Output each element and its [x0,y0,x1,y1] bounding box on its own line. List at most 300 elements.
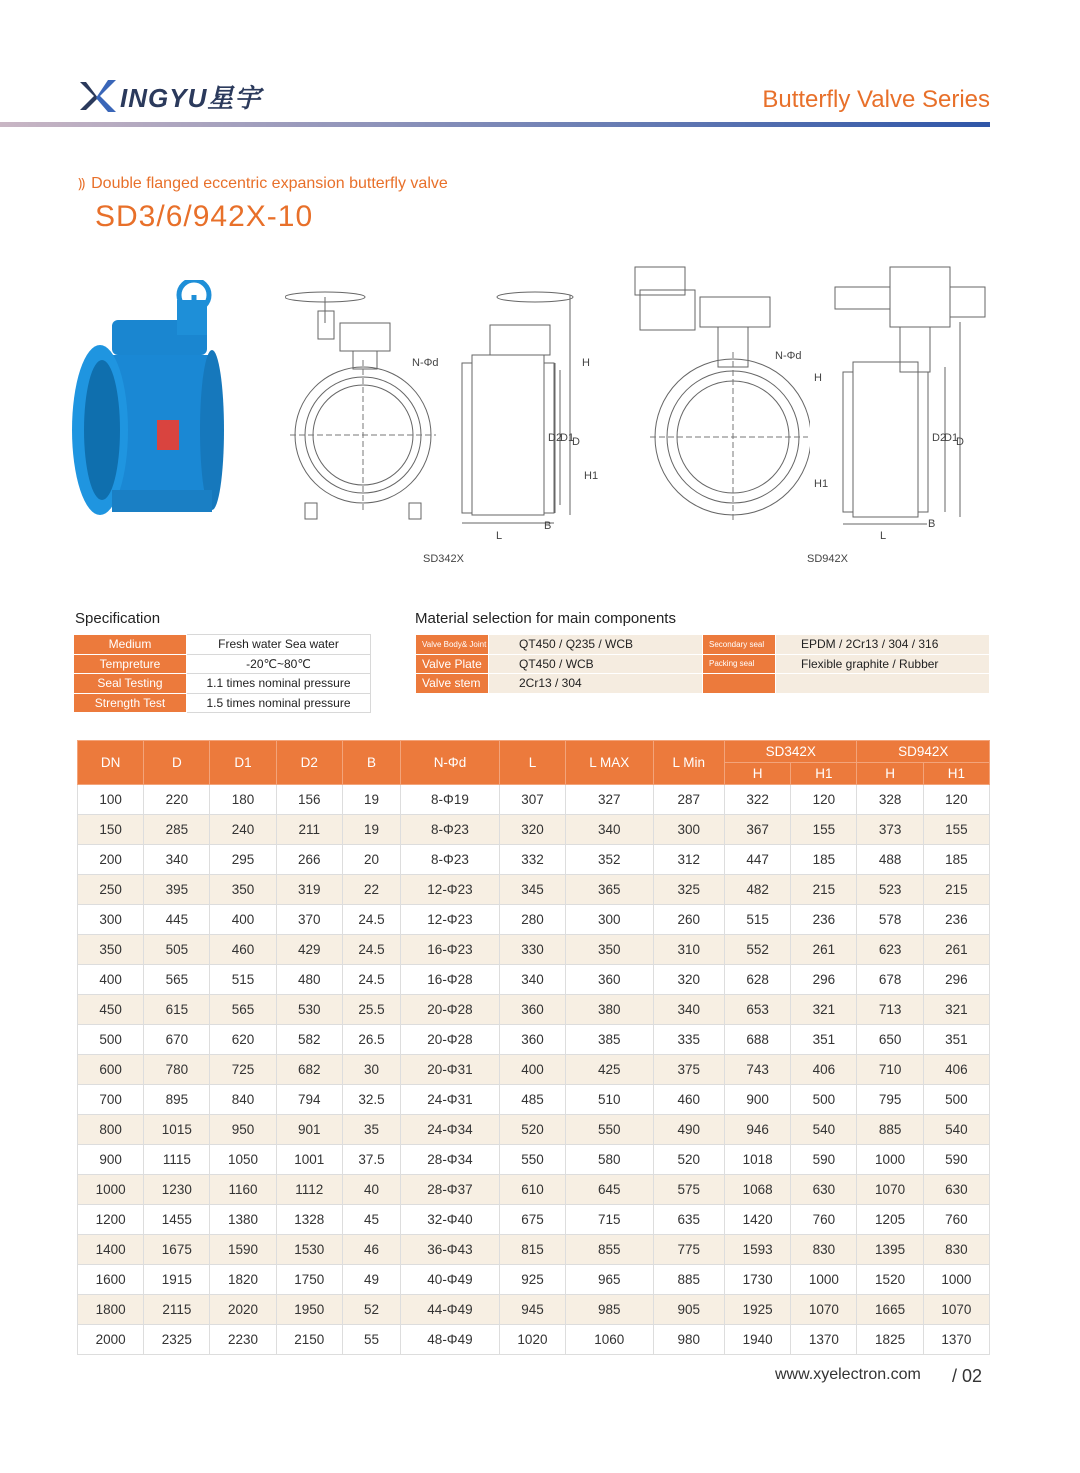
label-b-right: B [928,518,936,530]
table-cell: 28-Φ37 [401,1175,500,1205]
table-cell: 150 [78,815,144,845]
drawing-sd942x-side [815,262,995,532]
caption-sd942x: SD942X [807,553,848,565]
table-cell: 406 [923,1055,989,1085]
table-cell: 515 [210,965,276,995]
table-cell: 1370 [791,1325,857,1355]
table-cell: 600 [78,1055,144,1085]
page-header [0,0,1080,130]
label-l-left: L [496,530,503,542]
material-value: QT450 / Q235 / WCB [489,635,703,655]
table-cell: 885 [653,1265,724,1295]
table-row [78,845,990,875]
table-cell: 8-Φ23 [401,845,500,875]
material-value: EPDM / 2Cr13 / 304 / 316 [776,635,990,655]
table-cell: 296 [791,965,857,995]
table-cell: 28-Φ34 [401,1145,500,1175]
table-cell: 24.5 [342,935,400,965]
table-cell: 815 [499,1235,565,1265]
table-cell: 855 [566,1235,653,1265]
table-cell: 945 [499,1295,565,1325]
col-header: D [144,741,210,785]
table-cell: 340 [566,815,653,845]
table-cell: 1950 [276,1295,342,1325]
page-number: / 02 [952,1366,983,1386]
table-row [78,1025,990,1055]
material-key [703,674,776,694]
spec-key: Tempreture [74,654,187,674]
table-cell: 2150 [276,1325,342,1355]
material-value: Flexible graphite / Rubber [776,654,990,674]
table-cell: 575 [653,1175,724,1205]
material-row [416,674,990,694]
table-cell: 900 [725,1085,791,1115]
table-cell: 322 [725,785,791,815]
specification-title: Specification [75,610,161,627]
table-cell: 540 [791,1115,857,1145]
table-row [78,905,990,935]
table-cell: 1395 [857,1235,923,1265]
table-cell: 1015 [144,1115,210,1145]
header-divider [0,122,990,127]
table-cell: 250 [78,875,144,905]
label-d1-left: D1 [560,432,575,444]
col-header: L MAX [566,741,653,785]
table-cell: 2020 [210,1295,276,1325]
valve-photo [72,280,242,530]
col-header: N-Φd [401,741,500,785]
table-cell: 1455 [144,1205,210,1235]
spec-row [74,693,371,713]
table-cell: 900 [78,1145,144,1175]
table-row [78,995,990,1025]
table-cell: 40 [342,1175,400,1205]
table-cell: 1380 [210,1205,276,1235]
table-cell: 552 [725,935,791,965]
table-cell: 550 [566,1115,653,1145]
table-cell: 830 [923,1235,989,1265]
material-value: QT450 / WCB [489,654,703,674]
material-key: Packing seal [703,654,776,674]
table-cell: 515 [725,905,791,935]
table-cell: 360 [499,995,565,1025]
table-cell: 530 [276,995,342,1025]
table-cell: 236 [791,905,857,935]
table-cell: 351 [791,1025,857,1055]
table-cell: 185 [923,845,989,875]
table-cell: 261 [791,935,857,965]
table-row [78,1175,990,1205]
table-cell: 24.5 [342,965,400,995]
table-cell: 215 [923,875,989,905]
table-cell: 630 [791,1175,857,1205]
table-cell: 628 [725,965,791,995]
table-cell: 296 [923,965,989,995]
table-cell: 1001 [276,1145,342,1175]
caption-sd342x: SD342X [423,553,464,565]
table-cell: 1000 [923,1265,989,1295]
table-cell: 794 [276,1085,342,1115]
table-cell: 12-Φ23 [401,905,500,935]
dimension-table [77,740,990,1355]
table-row [78,1205,990,1235]
table-cell: 1000 [857,1145,923,1175]
table-cell: 400 [210,905,276,935]
table-cell: 24.5 [342,905,400,935]
series-title: Butterfly Valve Series [762,86,990,113]
label-h-right: H [814,372,822,384]
table-cell: 946 [725,1115,791,1145]
table-cell: 20-Φ28 [401,1025,500,1055]
spec-value: Fresh water Sea water [187,635,371,655]
table-cell: 450 [78,995,144,1025]
col-header-h: H [857,763,923,785]
table-cell: 360 [566,965,653,995]
table-cell: 120 [791,785,857,815]
table-cell: 1200 [78,1205,144,1235]
spec-row [74,674,371,694]
table-cell: 345 [499,875,565,905]
table-cell: 780 [144,1055,210,1085]
table-cell: 260 [653,905,724,935]
table-cell: 1800 [78,1295,144,1325]
table-cell: 500 [923,1085,989,1115]
table-cell: 523 [857,875,923,905]
spec-row [74,635,371,655]
table-cell: 1400 [78,1235,144,1265]
table-cell: 1825 [857,1325,923,1355]
table-cell: 300 [653,815,724,845]
material-value: 2Cr13 / 304 [489,674,703,694]
table-cell: 321 [923,995,989,1025]
table-cell: 1940 [725,1325,791,1355]
table-cell: 24-Φ31 [401,1085,500,1115]
table-cell: 16-Φ23 [401,935,500,965]
table-cell: 1230 [144,1175,210,1205]
table-cell: 300 [78,905,144,935]
table-cell: 1050 [210,1145,276,1175]
table-cell: 447 [725,845,791,875]
label-d-left: D [572,436,580,448]
table-cell: 220 [144,785,210,815]
col-header-h1: H1 [791,763,857,785]
table-cell: 12-Φ23 [401,875,500,905]
table-cell: 370 [276,905,342,935]
table-cell: 156 [276,785,342,815]
table-cell: 22 [342,875,400,905]
table-cell: 375 [653,1055,724,1085]
table-cell: 340 [144,845,210,875]
material-value [776,674,990,694]
table-cell: 760 [791,1205,857,1235]
table-cell: 1925 [725,1295,791,1325]
table-cell: 19 [342,815,400,845]
table-cell: 155 [791,815,857,845]
table-cell: 630 [923,1175,989,1205]
footer-url[interactable]: www.xyelectron.com [775,1366,921,1383]
table-cell: 30 [342,1055,400,1085]
table-cell: 565 [210,995,276,1025]
table-cell: 211 [276,815,342,845]
spec-value: 1.1 times nominal pressure [187,674,371,694]
col-header-h: H [725,763,791,785]
label-n-phid-right: N-Φd [775,350,802,362]
table-cell: 460 [210,935,276,965]
table-cell: 35 [342,1115,400,1145]
table-cell: 20 [342,845,400,875]
table-cell: 385 [566,1025,653,1055]
table-cell: 185 [791,845,857,875]
material-key: Valve Plate [416,654,489,674]
table-cell: 620 [210,1025,276,1055]
label-d-right: D [956,436,964,448]
table-cell: 623 [857,935,923,965]
table-cell: 300 [566,905,653,935]
table-cell: 580 [566,1145,653,1175]
table-cell: 488 [857,845,923,875]
table-cell: 380 [566,995,653,1025]
table-cell: 340 [653,995,724,1025]
table-cell: 1068 [725,1175,791,1205]
table-cell: 653 [725,995,791,1025]
spec-key: Strength Test [74,693,187,713]
bullet-arrow-icon: ⸩ [78,175,86,191]
table-cell: 1060 [566,1325,653,1355]
table-cell: 505 [144,935,210,965]
brand-logo [78,76,261,116]
table-cell: 445 [144,905,210,935]
table-cell: 510 [566,1085,653,1115]
table-cell: 332 [499,845,565,875]
table-cell: 321 [791,995,857,1025]
table-cell: 700 [78,1085,144,1115]
table-cell: 352 [566,845,653,875]
table-cell: 1070 [791,1295,857,1325]
label-h1-right: H1 [814,478,829,490]
table-cell: 36-Φ43 [401,1235,500,1265]
table-cell: 261 [923,935,989,965]
table-cell: 155 [923,815,989,845]
table-cell: 760 [923,1205,989,1235]
table-cell: 840 [210,1085,276,1115]
table-cell: 32.5 [342,1085,400,1115]
table-cell: 590 [923,1145,989,1175]
table-cell: 1750 [276,1265,342,1295]
table-cell: 460 [653,1085,724,1115]
table-cell: 500 [791,1085,857,1115]
col-header: L [499,741,565,785]
table-cell: 365 [566,875,653,905]
table-cell: 1205 [857,1205,923,1235]
table-cell: 37.5 [342,1145,400,1175]
table-cell: 8-Φ23 [401,815,500,845]
table-cell: 367 [725,815,791,845]
table-cell: 2230 [210,1325,276,1355]
table-cell: 578 [857,905,923,935]
table-cell: 307 [499,785,565,815]
table-cell: 215 [791,875,857,905]
spec-row [74,654,371,674]
specification-table [73,634,371,713]
label-n-phid-left: N-Φd [412,357,439,369]
table-cell: 320 [499,815,565,845]
table-cell: 980 [653,1325,724,1355]
table-cell: 240 [210,815,276,845]
table-cell: 340 [499,965,565,995]
table-row [78,1265,990,1295]
table-row [78,1325,990,1355]
table-cell: 485 [499,1085,565,1115]
col-header: D1 [210,741,276,785]
table-cell: 775 [653,1235,724,1265]
table-cell: 1160 [210,1175,276,1205]
table-cell: 330 [499,935,565,965]
table-cell: 49 [342,1265,400,1295]
table-cell: 360 [499,1025,565,1055]
table-cell: 287 [653,785,724,815]
table-cell: 400 [499,1055,565,1085]
table-cell: 678 [857,965,923,995]
table-row [78,1145,990,1175]
table-cell: 25.5 [342,995,400,1025]
xingyu-logo-icon [78,76,118,116]
table-cell: 1070 [923,1295,989,1325]
table-cell: 590 [791,1145,857,1175]
table-cell: 16-Φ28 [401,965,500,995]
table-cell: 520 [653,1145,724,1175]
drawing-sd342x-front [285,285,440,525]
table-cell: 1520 [857,1265,923,1295]
table-cell: 582 [276,1025,342,1055]
product-subtitle: ⸩ Double flanged eccentric expansion butterfly valve [78,175,448,192]
table-cell: 645 [566,1175,653,1205]
table-cell: 1000 [791,1265,857,1295]
table-cell: 688 [725,1025,791,1055]
table-cell: 895 [144,1085,210,1115]
table-cell: 351 [923,1025,989,1055]
col-header: B [342,741,400,785]
table-cell: 429 [276,935,342,965]
table-cell: 200 [78,845,144,875]
table-cell: 44-Φ49 [401,1295,500,1325]
table-cell: 45 [342,1205,400,1235]
table-cell: 55 [342,1325,400,1355]
table-cell: 1915 [144,1265,210,1295]
table-cell: 615 [144,995,210,1025]
table-cell: 1115 [144,1145,210,1175]
table-cell: 8-Φ19 [401,785,500,815]
label-h-left: H [582,357,590,369]
table-cell: 500 [78,1025,144,1055]
table-cell: 295 [210,845,276,875]
table-cell: 280 [499,905,565,935]
table-cell: 395 [144,875,210,905]
label-d2-left: D2 [548,432,563,444]
table-cell: 327 [566,785,653,815]
table-cell: 310 [653,935,724,965]
drawing-sd342x-side [450,285,600,530]
table-cell: 725 [210,1055,276,1085]
brand-name: INGYU星宇 [120,82,262,113]
table-cell: 713 [857,995,923,1025]
table-cell: 48-Φ49 [401,1325,500,1355]
table-row [78,785,990,815]
table-row [78,935,990,965]
materials-table [415,634,990,694]
table-cell: 1000 [78,1175,144,1205]
table-cell: 1665 [857,1295,923,1325]
table-cell: 52 [342,1295,400,1325]
table-cell: 1675 [144,1235,210,1265]
dimension-table-body [78,785,990,1355]
col-header: L Min [653,741,724,785]
table-cell: 901 [276,1115,342,1145]
table-cell: 985 [566,1295,653,1325]
table-cell: 24-Φ34 [401,1115,500,1145]
table-cell: 180 [210,785,276,815]
group-header-sd942x: SD942X [857,741,990,763]
table-cell: 26.5 [342,1025,400,1055]
table-cell: 2115 [144,1295,210,1325]
table-cell: 675 [499,1205,565,1235]
table-cell: 885 [857,1115,923,1145]
table-cell: 32-Φ40 [401,1205,500,1235]
table-cell: 682 [276,1055,342,1085]
table-cell: 236 [923,905,989,935]
table-cell: 482 [725,875,791,905]
table-row [78,965,990,995]
label-h1-left: H1 [584,470,599,482]
product-model: SD3/6/942X-10 [95,200,314,233]
table-row [78,1235,990,1265]
material-row [416,654,990,674]
table-cell: 800 [78,1115,144,1145]
table-cell: 2000 [78,1325,144,1355]
table-cell: 1112 [276,1175,342,1205]
table-cell: 480 [276,965,342,995]
table-cell: 1328 [276,1205,342,1235]
table-cell: 328 [857,785,923,815]
table-cell: 2325 [144,1325,210,1355]
table-cell: 1420 [725,1205,791,1235]
table-cell: 335 [653,1025,724,1055]
table-cell: 635 [653,1205,724,1235]
drawing-sd942x-front [630,262,810,527]
label-b-left: B [544,520,552,532]
label-d1-right: D1 [944,432,959,444]
table-cell: 670 [144,1025,210,1055]
table-cell: 1820 [210,1265,276,1295]
table-cell: 1370 [923,1325,989,1355]
table-cell: 406 [791,1055,857,1085]
table-cell: 710 [857,1055,923,1085]
table-row [78,1085,990,1115]
table-cell: 965 [566,1265,653,1295]
table-row [78,815,990,845]
table-cell: 400 [78,965,144,995]
table-cell: 46 [342,1235,400,1265]
table-cell: 550 [499,1145,565,1175]
table-cell: 715 [566,1205,653,1235]
col-header-h1: H1 [923,763,989,785]
table-cell: 40-Φ49 [401,1265,500,1295]
table-cell: 325 [653,875,724,905]
table-cell: 1018 [725,1145,791,1175]
table-cell: 1600 [78,1265,144,1295]
table-cell: 350 [210,875,276,905]
table-cell: 650 [857,1025,923,1055]
spec-key: Medium [74,635,187,655]
